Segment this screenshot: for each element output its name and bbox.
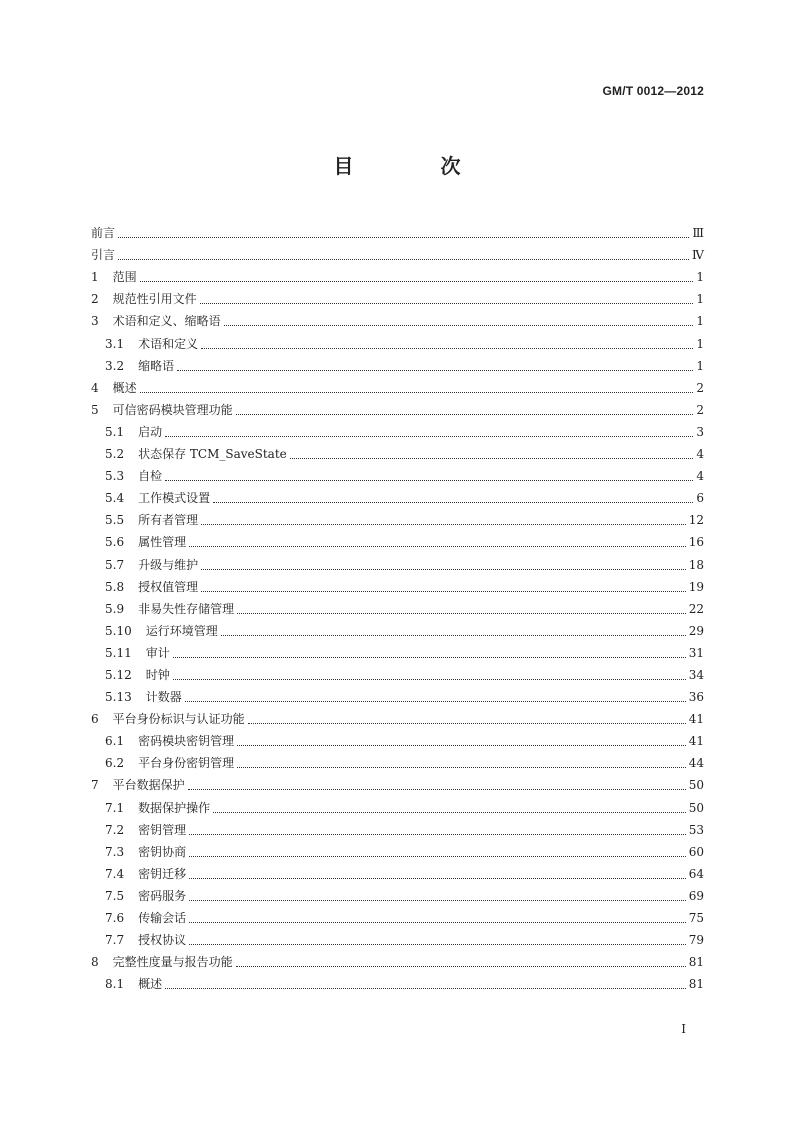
toc-leader-dots: [189, 833, 686, 835]
toc-entry-page: 31: [688, 645, 704, 660]
toc-leader-dots: [221, 634, 686, 636]
toc-entry-page: 69: [688, 888, 704, 903]
toc-entry-number: 7.4: [105, 866, 125, 881]
toc-entry[interactable]: [91, 550, 704, 572]
toc-entry-page: Ⅳ: [692, 248, 704, 263]
toc-entry-page: 19: [688, 579, 704, 594]
toc-entry-number: 3: [91, 314, 99, 329]
toc-entry[interactable]: [91, 219, 704, 241]
toc-leader-dots: [188, 788, 686, 790]
toc-entry[interactable]: [91, 661, 704, 683]
toc-entry-number: 3.2: [105, 358, 125, 373]
toc-entry-number: 5.7: [105, 557, 125, 572]
toc-entry-title: 密钥管理: [138, 822, 187, 837]
toc-leader-dots: [118, 258, 689, 260]
page-number: I: [681, 1022, 686, 1036]
toc-entry-title: 平台数据保护: [112, 778, 185, 793]
toc-entry[interactable]: [91, 440, 704, 462]
toc-leader-dots: [237, 766, 686, 768]
toc-entry[interactable]: [91, 374, 704, 396]
toc-entry-number: 8: [91, 955, 99, 970]
toc-entry-title: 前言: [91, 226, 116, 241]
toc-entry-title: 启动: [138, 424, 163, 439]
toc-entry-title: 授权协议: [138, 933, 187, 948]
toc-entry-page: 50: [688, 800, 704, 815]
toc-leader-dots: [189, 921, 686, 923]
toc-entry-title: 完整性度量与报告功能: [112, 955, 233, 970]
toc-entry-page: 44: [688, 756, 704, 771]
toc-leader-dots: [201, 590, 686, 592]
toc-entry-page: 22: [688, 601, 704, 616]
toc-entry-number: 5.9: [105, 601, 125, 616]
toc-leader-dots: [165, 479, 693, 481]
toc-leader-dots: [237, 612, 686, 614]
toc-entry[interactable]: [91, 816, 704, 838]
toc-entry-number: 6: [91, 712, 99, 727]
toc-entry-title: 数据保护操作: [138, 800, 211, 815]
toc-entry-page: 16: [688, 535, 704, 550]
toc-entry[interactable]: [91, 882, 704, 904]
toc-leader-dots: [201, 347, 693, 349]
toc-entry-page: 64: [688, 866, 704, 881]
toc-entry-title: 缩略语: [138, 358, 175, 373]
toc-entry-number: 4: [91, 380, 99, 395]
toc-entry-title: 计数器: [145, 690, 182, 705]
toc-entry-number: 5.11: [105, 645, 132, 660]
toc-leader-dots: [236, 413, 693, 415]
toc-entry-page: 81: [688, 955, 704, 970]
toc-entry-title: 工作模式设置: [138, 491, 211, 506]
toc-entry-title: 术语和定义: [138, 336, 199, 351]
toc-entry-page: 60: [688, 844, 704, 859]
toc-entry-page: 4: [696, 469, 704, 484]
toc-entry-number: 7.1: [105, 800, 125, 815]
toc-entry-title: 密码服务: [138, 888, 187, 903]
toc-leader-dots: [248, 722, 686, 724]
toc-entry-title: 密钥迁移: [138, 866, 187, 881]
toc-entry-number: 5.10: [105, 623, 132, 638]
toc-entry[interactable]: [91, 528, 704, 550]
toc-entry-number: 5.6: [105, 535, 125, 550]
toc-entry-title: 平台身份标识与认证功能: [112, 712, 245, 727]
toc-entry-number: 8.1: [105, 977, 125, 992]
toc-leader-dots: [189, 899, 686, 901]
toc-leader-dots: [213, 501, 693, 503]
toc-entry-number: 3.1: [105, 336, 125, 351]
toc-entry-page: 29: [688, 623, 704, 638]
toc-entry[interactable]: [91, 352, 704, 374]
toc-entry[interactable]: [91, 948, 704, 970]
toc-entry-page: 1: [696, 270, 704, 285]
toc-leader-dots: [213, 811, 686, 813]
toc-entry-title: 引言: [91, 248, 116, 263]
toc-entry[interactable]: [91, 595, 704, 617]
toc-leader-dots: [177, 369, 693, 371]
toc-entry-page: 12: [688, 513, 704, 528]
toc-entry-title: 状态保存 TCM_SaveState: [138, 447, 287, 462]
toc-entry-page: 18: [688, 557, 704, 572]
toc-entry-title: 授权值管理: [138, 579, 199, 594]
toc-entry-page: 79: [688, 933, 704, 948]
toc-entry-number: 7.2: [105, 822, 125, 837]
toc-entry-title: 非易失性存储管理: [138, 601, 235, 616]
toc-entry[interactable]: [91, 683, 704, 705]
toc-entry-title: 术语和定义、缩略语: [112, 314, 221, 329]
toc-leader-dots: [200, 302, 693, 304]
toc-entry-title: 平台身份密钥管理: [138, 756, 235, 771]
toc-entry-number: 2: [91, 292, 99, 307]
toc-entry-number: 7: [91, 778, 99, 793]
toc-entry[interactable]: [91, 329, 704, 351]
toc-leader-dots: [185, 700, 686, 702]
toc-entry-title: 密钥协商: [138, 844, 187, 859]
toc-leader-dots: [189, 877, 686, 879]
toc-entry[interactable]: [91, 860, 704, 882]
toc-entry-title: 运行环境管理: [145, 623, 218, 638]
toc-entry[interactable]: [91, 771, 704, 793]
toc-entry-page: 36: [688, 690, 704, 705]
toc-leader-dots: [173, 656, 686, 658]
toc-entry[interactable]: [91, 462, 704, 484]
toc-entry-number: 5.12: [105, 667, 132, 682]
toc-entry-page: 50: [688, 778, 704, 793]
toc-leader-dots: [236, 965, 686, 967]
toc-entry-number: 5.8: [105, 579, 125, 594]
toc-entry-page: 81: [688, 977, 704, 992]
toc-leader-dots: [189, 943, 686, 945]
toc-leader-dots: [224, 324, 693, 326]
toc-leader-dots: [189, 855, 686, 857]
toc-entry-page: 41: [688, 712, 704, 727]
toc-entry[interactable]: [91, 241, 704, 263]
toc-entry[interactable]: [91, 573, 704, 595]
toc-entry-number: 5.2: [105, 447, 125, 462]
toc-entry[interactable]: [91, 926, 704, 948]
toc-entry[interactable]: [91, 484, 704, 506]
toc-entry-number: 7.6: [105, 911, 125, 925]
toc-entry-title: 自检: [138, 469, 163, 484]
toc-entry-title: 密码模块密钥管理: [138, 734, 235, 749]
toc-entry[interactable]: [91, 285, 704, 307]
toc-leader-dots: [140, 280, 693, 282]
toc-entry-page: 41: [688, 734, 704, 749]
toc-entry-page: 2: [696, 402, 704, 417]
toc-entry-number: 7.7: [105, 933, 125, 948]
toc-entry[interactable]: [91, 263, 704, 285]
toc-entry[interactable]: [91, 506, 704, 528]
toc-leader-dots: [165, 987, 686, 989]
toc-leader-dots: [173, 678, 686, 680]
toc-entry[interactable]: [91, 418, 704, 440]
toc-entry-title: 可信密码模块管理功能: [112, 402, 233, 417]
toc-entry-title: 升级与维护: [138, 557, 199, 572]
toc-entry-title: 时钟: [145, 667, 170, 682]
toc-entry-number: 7.5: [105, 888, 125, 903]
toc-entry-page: 1: [696, 358, 704, 373]
toc-entry-page: 34: [688, 667, 704, 682]
toc-entry[interactable]: [91, 970, 704, 992]
toc-leader-dots: [118, 236, 689, 238]
document-code: GM/T 0012—2012: [602, 84, 704, 98]
toc-entry[interactable]: [91, 705, 704, 727]
toc-entry[interactable]: [91, 307, 704, 329]
toc-entry-number: 6.1: [105, 734, 125, 749]
toc-entry[interactable]: [91, 396, 704, 418]
toc-entry-number: 1: [91, 270, 99, 285]
toc-entry-page: Ⅲ: [692, 226, 704, 241]
toc-entry-page: 2: [696, 380, 704, 395]
toc-entry[interactable]: [91, 639, 704, 661]
toc-entry-number: 5.4: [105, 491, 125, 506]
toc-entry-page: 1: [696, 292, 704, 307]
toc-leader-dots: [165, 435, 693, 437]
toc-entry-title: 概述: [138, 977, 163, 992]
toc-entry-title: 范围: [112, 270, 137, 285]
toc-entry-page: 3: [696, 424, 704, 439]
toc-entry-title: 传输会话: [138, 911, 187, 925]
toc-entry[interactable]: [91, 617, 704, 639]
toc-entry[interactable]: [91, 727, 704, 749]
toc-entry-number: 5: [91, 402, 99, 417]
toc-entry-number: 5.1: [105, 424, 125, 439]
toc-entry-page: 1: [696, 336, 704, 351]
toc-leader-dots: [201, 568, 686, 570]
toc-entry-title: 所有者管理: [138, 513, 199, 528]
toc-entry-page: 75: [688, 911, 704, 925]
toc-entry-number: 5.3: [105, 469, 125, 484]
toc-entry-number: 6.2: [105, 756, 125, 771]
table-of-contents: [91, 219, 704, 992]
toc-entry[interactable]: [91, 904, 704, 926]
toc-entry[interactable]: [91, 749, 704, 771]
toc-leader-dots: [237, 744, 686, 746]
toc-entry-number: 7.3: [105, 844, 125, 859]
toc-entry-page: 6: [696, 491, 704, 506]
toc-entry-title: 属性管理: [138, 535, 187, 550]
toc-leader-dots: [189, 545, 686, 547]
toc-entry-title: 审计: [145, 645, 170, 660]
toc-entry-page: 1: [696, 314, 704, 329]
toc-leader-dots: [201, 523, 686, 525]
toc-entry[interactable]: [91, 793, 704, 815]
toc-leader-dots: [290, 457, 693, 459]
toc-entry-number: 5.13: [105, 690, 132, 705]
toc-leader-dots: [140, 391, 693, 393]
toc-entry[interactable]: [91, 838, 704, 860]
toc-entry-title: 概述: [112, 380, 137, 395]
toc-entry-title: 规范性引用文件: [112, 292, 197, 307]
toc-entry-page: 53: [688, 822, 704, 837]
page-title: 目 次: [333, 154, 501, 178]
toc-entry-page: 4: [696, 447, 704, 462]
toc-entry-number: 5.5: [105, 513, 125, 528]
